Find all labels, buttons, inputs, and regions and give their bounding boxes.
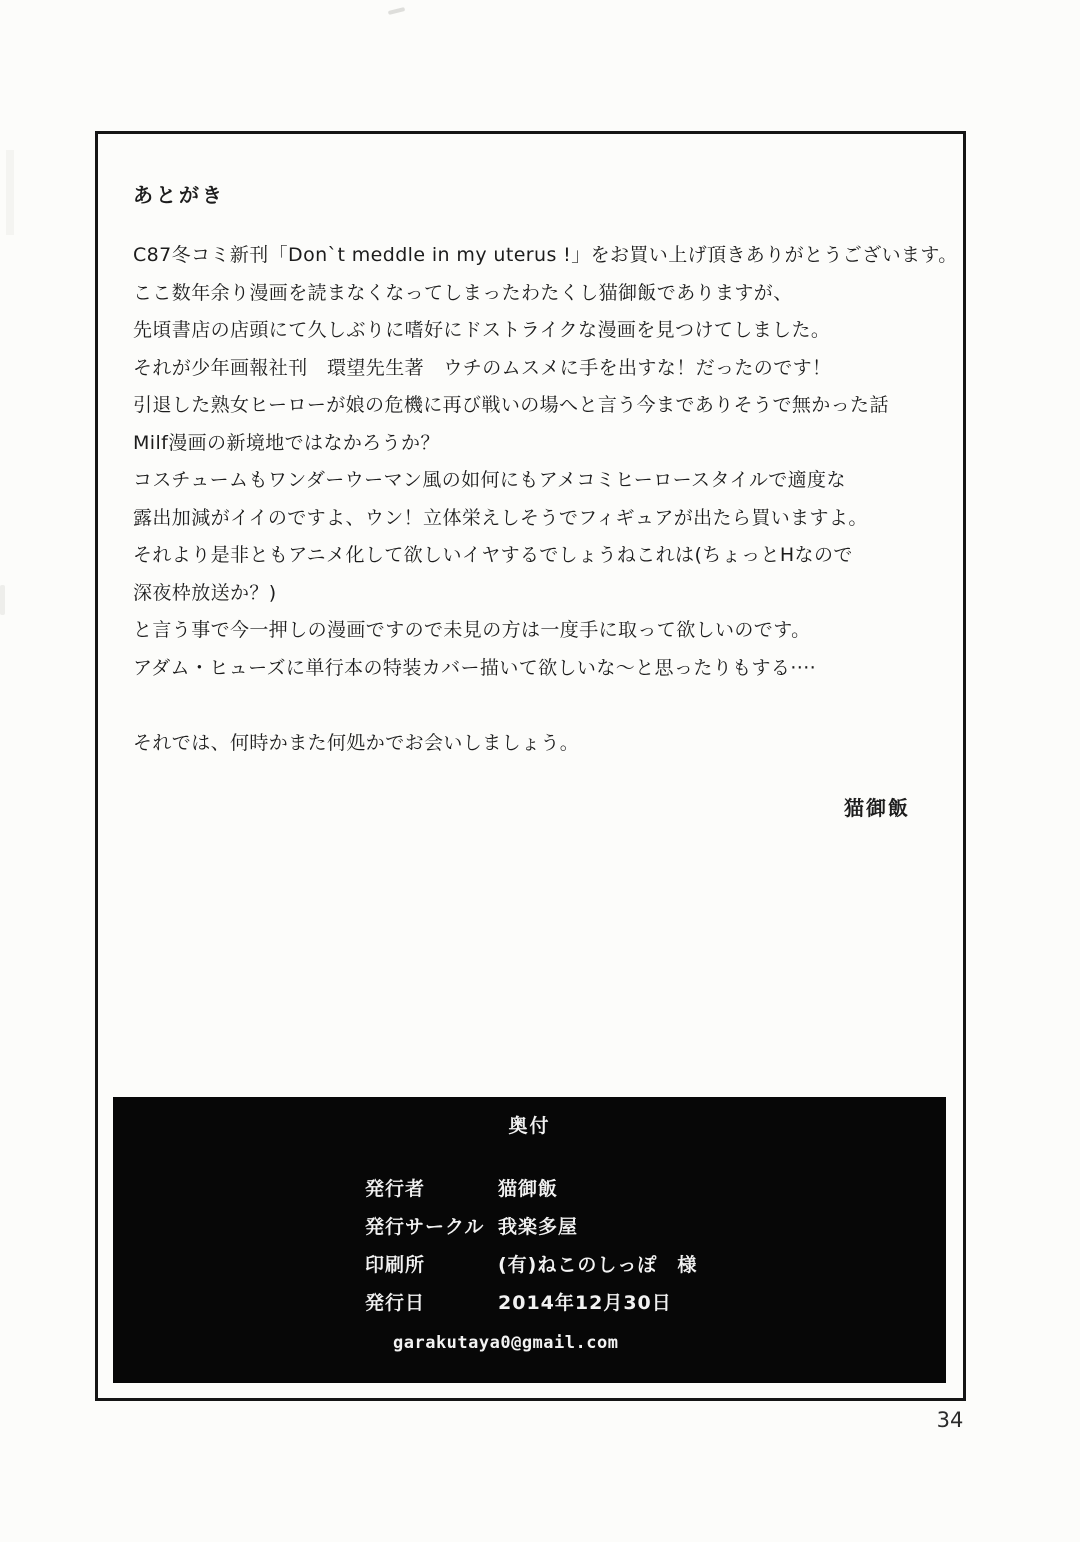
afterword-text-line: C87冬コミ新刊「Don`t meddle in my uterus !」をお買い上げ頂きありがとうございます。 [133, 244, 958, 266]
afterword-text-line: それより是非ともアニメ化して欲しいイヤするでしょうねこれは(ちょっとHなので [133, 544, 853, 566]
afterword-text-line: 露出加減がイイのですよ、ウン！立体栄えしそうでフィギュアが出たら買いますよ。 [133, 506, 868, 529]
colophon-row-value: 猫御飯 [498, 1178, 559, 1200]
colophon-row-label: 発行サークル [365, 1216, 485, 1238]
colophon-row-label: 印刷所 [365, 1254, 426, 1276]
afterword-text-line: 深夜枠放送か？) [133, 581, 277, 604]
afterword-text-line: と言う事で今一押しの漫画ですので未見の方は一度手に取って欲しいのです。 [133, 619, 811, 641]
afterword-text-line: 引退した熟女ヒーローが娘の危機に再び戦いの場へと言う今までありそうで無かった話 [133, 394, 889, 416]
colophon-row-value: 我楽多屋 [498, 1216, 579, 1238]
afterword-text-line: それでは、何時かまた何処かでお会いしましょう。 [133, 731, 580, 754]
afterword-text-line: 先頃書店の店頭にて久しぶりに嗜好にドストライクな漫画を見つけてしました。 [133, 319, 831, 341]
scan-artifact [388, 7, 405, 15]
afterword-text-line [133, 687, 933, 725]
colophon-heading: 奥付 [508, 1115, 551, 1137]
colophon-row [113, 1170, 946, 1208]
afterword-title: あとがき [133, 183, 225, 207]
afterword-text-line: コスチュームもワンダーウーマン風の如何にもアメコミヒーロースタイルで適度な [133, 469, 846, 491]
page-number: 34 [936, 1408, 964, 1432]
colophon-row-label: 発行日 [365, 1292, 426, 1314]
colophon-row [113, 1246, 946, 1284]
contact-email: garakutaya0@gmail.com [393, 1333, 619, 1353]
scan-artifact [0, 585, 5, 615]
colophon-rows [113, 1170, 946, 1322]
afterword-text-line: Milf漫画の新境地ではなかろうか？ [133, 431, 440, 454]
afterword-body [133, 237, 958, 762]
page-border-frame [95, 131, 966, 1401]
afterword-text-line: アダム・ヒューズに単行本の特装カバー描いて欲しいな～と思ったりもする···· [133, 656, 817, 679]
colophon-row-label: 発行者 [365, 1178, 426, 1200]
afterword-text-line: それが少年画報社刊 環望先生著 ウチのムスメに手を出すな！だったのです！ [133, 356, 832, 379]
afterword-text-line: ここ数年余り漫画を読まなくなってしまったわたくし猫御飯でありますが、 [133, 281, 793, 304]
colophon-row [113, 1208, 946, 1246]
author-signature: 猫御飯 [844, 796, 910, 820]
scan-artifact [6, 150, 14, 235]
colophon-box [113, 1097, 946, 1383]
colophon-row-value: 2014年12月30日 [498, 1292, 672, 1314]
colophon-row-value: (有)ねこのしっぽ 様 [498, 1254, 698, 1276]
colophon-row [113, 1284, 946, 1322]
